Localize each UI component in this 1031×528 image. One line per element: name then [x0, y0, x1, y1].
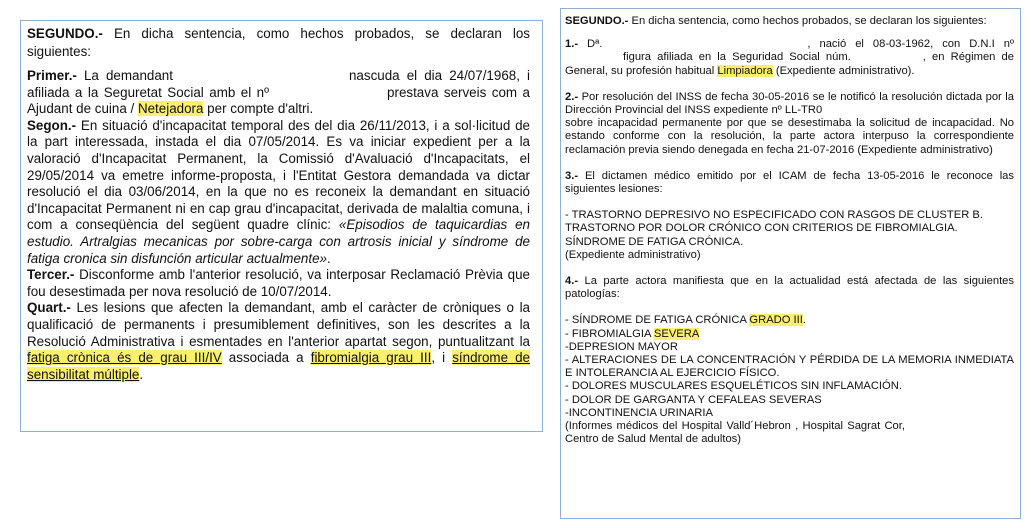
fact-3-lesions: [565, 209, 1014, 262]
fact-2-text-1: Por resolución del INSS de fecha 30-05-2016 se le notificó la resolución dictada por la Dirección Provincial del INSS expediente nº LL-TR0: [565, 90, 1014, 117]
highlight-severa: SEVERA: [653, 327, 700, 340]
fact-1-text-3: figura afiliada en la Seguridad Social núm.: [623, 51, 851, 64]
highlight-fatiga-cronica: fatiga crònica és de grau III/IV: [27, 350, 222, 366]
lesion-item: TRASTORNO POR DOLOR CRÓNICO CON CRITERIOS DE FIBROMIALGIA.: [565, 222, 958, 235]
pathology-item: - ALTERACIONES DE LA CONCENTRACIÓN Y PÉRDIDA DE LA MEMORIA INMEDIATA E INTOLERANCIA AL EJERCICIO FÍSICO.: [565, 354, 1014, 380]
pathology-item: - DOLORES MUSCULARES ESQUELÉTICOS SIN INFLAMACIÓN.: [565, 380, 902, 393]
left-heading-text: En dicha sentencia, como hechos probados, se declaran los siguientes:: [27, 26, 530, 59]
fact-1-text-5: (Expediente administrativo).: [772, 64, 915, 77]
spanish-sentence-excerpt: [560, 8, 1021, 519]
segon-text-2: .: [326, 250, 331, 266]
fact-quart: [27, 300, 530, 383]
pathology-item: -DEPRESION MAYOR: [565, 340, 678, 353]
highlight-grado-iii: GRADO III: [749, 314, 803, 327]
fact-4-text: La parte actora manifiesta que en la actualidad está afectada de las siguientes patologías:: [565, 275, 1014, 301]
primer-text-4: per compte d'altri.: [203, 101, 314, 117]
primer-text-2: nascuda el dia 24/07/1968, i afiliada a la Seguretat Social amb el nº: [27, 68, 531, 100]
medical-reports-source: (Informes médicos del Hospital Valld´Hebron , Hospital Sagrat Cor, Centro de Salud Mental de adultos): [565, 420, 905, 446]
fact-2-text-2: sobre incapacidad permanente por que se desestimaba la solicitud de incapacidad. No estando conforme con la resolución, la parte actora interpuso la correspondiente reclamación previa siendo denegada en fecha 21-07-2016 (Expediente administrativo): [565, 117, 1014, 156]
quart-text-2: associada a: [221, 350, 311, 366]
quart-label: Quart.-: [27, 300, 71, 316]
fact-2-label: 2.-: [565, 90, 579, 103]
right-heading-text: En dicha sentencia, como hechos probados, se declaran los siguientes:: [628, 15, 987, 27]
primer-text-3: prestava serveis com a Ajudant de cuina /: [27, 84, 530, 117]
right-heading: [565, 15, 1014, 28]
quart-text-3: , i: [431, 350, 453, 366]
fact-tercer: [27, 267, 530, 300]
highlight-sindrome-sensibilitat: síndrome de sensibilitat múltiple: [27, 350, 531, 382]
fact-1-text-4: , en Régimen de General, su profesión habitual: [565, 51, 1014, 77]
fact-1-label: 1.-: [565, 38, 579, 51]
fact-4-label: 4.-: [565, 275, 579, 288]
fact-4-pathologies: [565, 314, 1014, 446]
fact-3-label: 3.-: [565, 169, 579, 182]
pathology-text-end: .: [802, 314, 806, 327]
right-heading-label: SEGUNDO.-: [565, 15, 629, 27]
highlight-limpiadora: Limpiadora: [717, 64, 773, 77]
fact-1: [565, 38, 1014, 78]
segon-clinical-quote: «Episodios de taquicardias en estudio. Artralgias mecanicas por sobre-carga con artrosis inicial y síndrome de fatiga cronica sin disfunción articular actualmente»: [27, 217, 530, 266]
fact-4: [565, 275, 1014, 301]
fact-3-text: El dictamen médico emitido por el ICAM de fecha 13-05-2016 le reconoce las siguientes lesiones:: [565, 169, 1014, 196]
tercer-label: Tercer.-: [27, 267, 75, 283]
pathology-text: - SÍNDROME DE FATIGA CRÓNICA: [565, 314, 750, 327]
pathology-item: [565, 314, 1014, 327]
lesion-item: - TRASTORNO DEPRESIVO NO ESPECIFICADO CON RASGOS DE CLUSTER B.: [565, 209, 983, 222]
quart-text-4: .: [139, 366, 144, 382]
lesion-source: (Expediente administrativo): [565, 248, 701, 261]
highlight-fibromialgia: fibromialgia grau III: [310, 350, 432, 366]
left-heading: [27, 25, 530, 60]
pathology-item: [565, 328, 1014, 341]
tercer-text: Disconforme amb l'anterior resolució, va interposar Reclamació Prèvia que fou desestimada per nova resolució de 10/07/2014.: [27, 267, 530, 299]
pathology-text: - FIBROMIALGIA: [565, 327, 654, 340]
fact-segon: [27, 118, 530, 267]
segon-text-1: En situació d'incapacitat temporal des del dia 26/11/2013, i a sol·licitud de la part interessada, instada el dia 07/05/2014. Es va iniciar expedient per a la valoració d'Incapacitat Permanent, la Comissió d'Avaluació d'Incapacitats, el 29/05/2014 va emetre informe-proposta, i l'Entitat Gestora demandada va dictar resolució el dia 03/06/2014, en la que no es reconeix la demandant en situació d'Incapacitat Permanent ni en cap grau d'incapacitat, derivada de malaltia comuna, i com a conseqüència del següent quadre clínic:: [27, 117, 530, 233]
left-heading-label: SEGUNDO.-: [27, 26, 103, 41]
quart-text-1: Les lesions que afecten la demandant, amb el caràcter de cròniques o la qualificació de permanents i presumiblement definitives, son les descrites a la Resolució Administrativa i esmentades en l'anterior apartat segon, puntualitzant la: [27, 300, 530, 349]
catalan-sentence-excerpt: [20, 20, 543, 432]
fact-primer: [27, 68, 530, 118]
fact-1-text-1: Dª.: [578, 38, 603, 51]
fact-1-text-2: , nació el 08-03-1962, con D.N.I nº: [807, 38, 1014, 51]
highlight-netejadora: Netejadora: [137, 101, 204, 117]
pathology-item: - DOLOR DE GARGANTA Y CEFALEAS SEVERAS: [565, 393, 822, 406]
fact-2: [565, 91, 1014, 157]
primer-text-1: La demandant: [76, 68, 173, 83]
segon-label: Segon.-: [27, 117, 77, 133]
fact-3: [565, 170, 1014, 196]
primer-label: Primer.-: [27, 68, 77, 83]
lesion-item: SÍNDROME DE FATIGA CRÓNICA.: [565, 235, 744, 248]
pathology-item: -INCONTINENCIA URINARIA: [565, 406, 713, 419]
